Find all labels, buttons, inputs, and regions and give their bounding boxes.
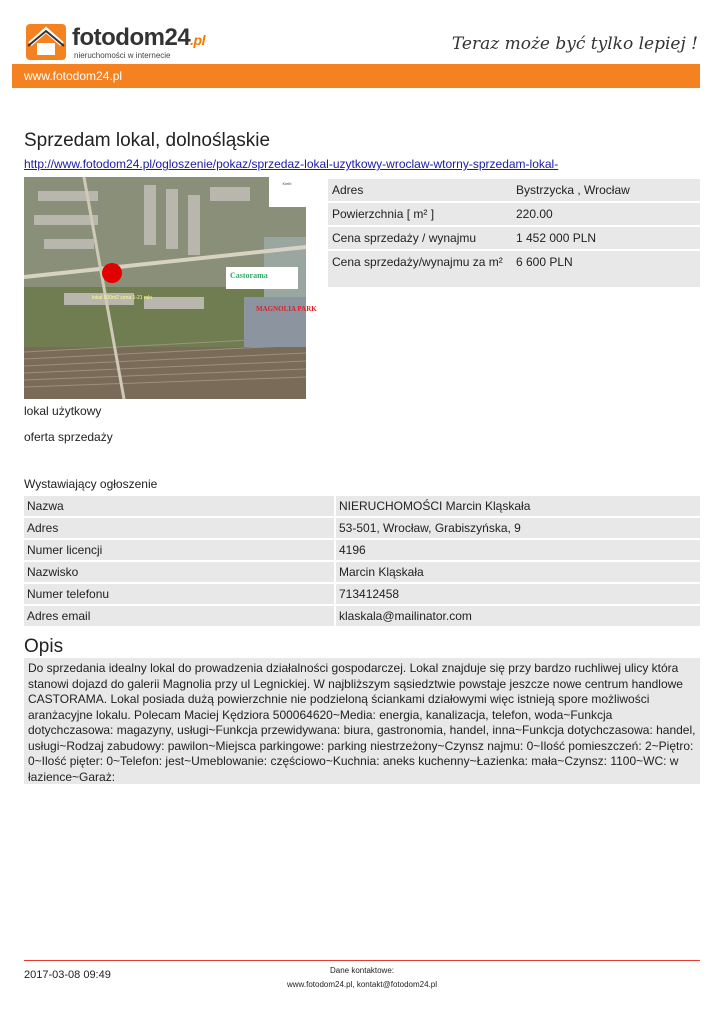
offer-type: oferta sprzedaży: [24, 430, 113, 444]
site-link[interactable]: www.fotodom24.pl: [24, 69, 123, 83]
map-corner-label: Kielb: [282, 181, 292, 186]
footer-date: 2017-03-08 09:49: [24, 969, 111, 981]
footer-contact-label: Dane kontaktowe:: [329, 966, 395, 975]
footer-contact: www.fotodom24.pl, kontakt@fotodom24.pl: [287, 980, 437, 989]
logo-text: fotodom24.pl: [72, 24, 206, 51]
tagline: Teraz może być tylko lepiej !: [451, 34, 698, 54]
site-bar: [12, 64, 700, 88]
agent-row: Numer licencji 4196: [24, 540, 700, 560]
page-header: [0, 0, 724, 62]
map-park-label: MAGNOLIA PARK: [256, 305, 317, 313]
agent-row: Numer telefonu 713412458: [24, 584, 700, 604]
property-row: Cena sprzedaży/wynajmu za m² 6 600 PLN: [328, 251, 700, 287]
property-type: lokal użytkowy: [24, 404, 102, 418]
agent-table: [24, 494, 700, 628]
property-row: Adres Bystrzycka , Wrocław: [328, 179, 700, 201]
agent-row: Nazwisko Marcin Kląskała: [24, 562, 700, 582]
agent-row: Nazwa NIERUCHOMOŚCI Marcin Kląskała: [24, 496, 700, 516]
map-store-label: Castorama: [230, 271, 268, 280]
listing-title: Sprzedam lokal, dolnośląskie: [24, 130, 271, 151]
description-text: Do sprzedania idealny lokal do prowadzenia działalności gospodarczej. Lokal znajduje się przy bardzo ruchliwej ulicy która stanowi dojazd do galerii Magnolia przy ul Legnickiej. W najbliższym sąsiedztwie powstaje jeszcze nowe centrum handlowe CASTORAMA. Lokal posiada dużą powierzchnie nie podzieloną ściankami działowymi więc istnieją spore możliwości aranżacyjne lokalu. Polecam Maciej Kędziora 500064620~Media: energia, kanalizacja, telefon, woda~Funkcja dotychczasowa: magazyny, usługi~Funkcja przewidywana: biura, gastronomia, handel, inna~Funkcja dotychczasowa: handel, usługi~Rodzaj zabudowy: pawilon~Miejsca parkingowe: parking niestrzeżony~Czynsz najmu: 0~Ilość pomieszczeń: 2~Piętro: 0~Ilość pięter: 0~Telefon: jest~Umeblowanie: częściowo~Kuchnia: aneks kuchenny~Łazienka: mała~Czynsz: 1100~WC: w łazience~Garaż:: [24, 658, 700, 784]
property-row: Cena sprzedaży / wynajmu 1 452 000 PLN: [328, 227, 700, 249]
property-row: Powierzchnia [ m² ] 220.00: [328, 203, 700, 225]
agent-heading: Wystawiający ogłoszenie: [24, 477, 158, 491]
footer-divider: [24, 960, 700, 961]
logo-subtitle: nieruchomości w internecie: [74, 51, 171, 60]
agent-row: Adres 53-501, Wrocław, Grabiszyńska, 9: [24, 518, 700, 538]
map-price-label: lokal 500m2 cena 1-21 mln: [92, 295, 153, 301]
description-heading: Opis: [24, 636, 64, 657]
listing-url[interactable]: http://www.fotodom24.pl/ogloszenie/pokaz/sprzedaz-lokal-uzytkowy-wroclaw-wtorny-sprzedam-lokal-: [24, 157, 559, 171]
agent-row: Adres email klaskala@mailinator.com: [24, 606, 700, 626]
map-image: [24, 177, 317, 399]
house-logo-icon: [24, 22, 68, 62]
property-table: [328, 177, 700, 289]
location-marker-icon: [102, 263, 122, 283]
